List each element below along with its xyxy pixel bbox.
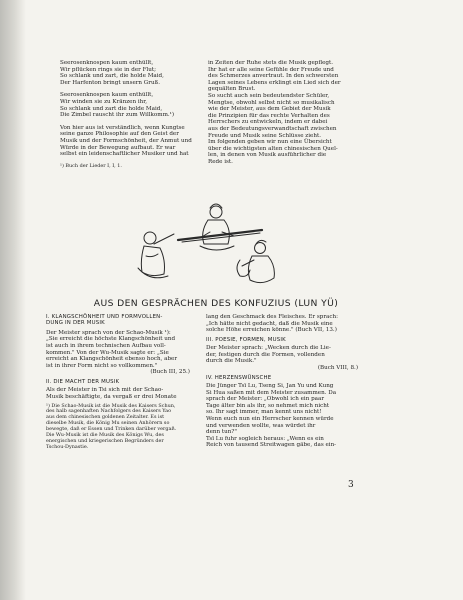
bottom-right-column bbox=[206, 314, 358, 449]
text-line: Ihr hat er alle seine Gefühle der Freude und bbox=[208, 66, 334, 73]
text-line: so. Ihr sagt immer, man kennt uns nicht! bbox=[206, 409, 322, 416]
footnote-line: aus dem chinesischen goldenen Zeitalter. Es ist bbox=[46, 414, 165, 421]
bottom-left-column bbox=[46, 314, 190, 451]
text-line: über die wichtigsten alten chinesischen Quel- bbox=[208, 145, 338, 152]
text-line: und verwenden wollte, was würdet ihr bbox=[206, 422, 316, 429]
verse-stanza-2 bbox=[60, 92, 200, 118]
text-line: Als der Meister in Tsi sich mit der Schao- bbox=[46, 387, 164, 394]
verse-line: Seerosenknospen kaum enthüllt, bbox=[60, 92, 154, 99]
text-line: Würde in der Bewegung aufbaut. Er war bbox=[60, 144, 176, 151]
text-line: Tsï Lu fuhr sogleich heraus: „Wenn es ein bbox=[206, 435, 324, 442]
text-line: „Ich hätte nicht gedacht, daß die Musik eine bbox=[206, 320, 333, 327]
section-heading: IV. HERZENSWÜNSCHE bbox=[206, 374, 272, 381]
text-line: Musik und der Formschönheit, der Anmut und bbox=[60, 137, 192, 144]
text-line: len, in denen von Musik ausführlicher die bbox=[208, 152, 327, 159]
musicians-illustration bbox=[130, 198, 280, 286]
footnote-block bbox=[46, 404, 190, 451]
section-title: AUS DEN GESPRÄCHEN DES KONFUZIUS (LUN YÜ) bbox=[93, 298, 339, 309]
text-line: solche Höhe erreichen könne." (Buch VII, 13.) bbox=[206, 327, 337, 334]
verse-line: Seerosenknospen kaum enthüllt, bbox=[60, 60, 154, 66]
text-line: Der Meister sprach von der Schao-Musik ¹): bbox=[46, 329, 171, 336]
text-line: kommen." Von der Wu-Musik sagte er: „Sie bbox=[46, 349, 169, 356]
text-line: Wenn euch nun ein Herrscher kennen würde bbox=[206, 415, 334, 422]
footnote-line: ¹) Die Schao-Musik ist die Musik des Kaisers Schun, bbox=[46, 402, 176, 409]
text-line: Mengtse, obwohl selbst nicht so musikalisch bbox=[208, 99, 335, 106]
verse-line: Wir winden sie zu Kränzen ihr, bbox=[60, 98, 148, 105]
text-line: gequälten Brust. bbox=[208, 86, 256, 93]
reference: (Buch VIII, 8.) bbox=[317, 364, 358, 371]
text-line: durch die Musik." bbox=[206, 358, 257, 365]
text-line: Lagen seines Lebens erklingt ein Lied sich der bbox=[208, 79, 341, 86]
text-line: aus der Bedeutungsverwandtschaft zwischen bbox=[208, 125, 337, 132]
text-line: der, festigen durch die Formen, vollenden bbox=[206, 351, 325, 358]
page-number: 3 bbox=[348, 480, 354, 490]
top-right-column bbox=[208, 60, 358, 166]
text-line: Si Hua saßen mit dem Meister zusammen. Da bbox=[206, 389, 337, 396]
text-line: ist auch in ihrem technischen Aufbau voll- bbox=[46, 343, 166, 349]
intro-paragraph bbox=[60, 125, 200, 158]
text-line: Reich von tausend Streitwagen gäbe, das ein- bbox=[206, 442, 337, 449]
text-line: Freude und Musik seine Schlüsse zieht. bbox=[208, 132, 321, 139]
text-line: des Schmerzes anvertraut. In den schwersten bbox=[208, 73, 339, 80]
footnote-line: bewegte, daß er Essen und Trinken darüber vergaß. bbox=[46, 426, 177, 433]
verse-stanza-1 bbox=[60, 60, 200, 86]
text-line: Die Jünger Tsï Lu, Tseng Si, Jan Yu und Kung bbox=[206, 382, 334, 389]
text-line: in Zeiten der Ruhe stets die Musik gepflegt. bbox=[208, 60, 334, 66]
verse-line: Die Zimbel rauscht ihr zum Willkomm.¹) bbox=[60, 112, 175, 119]
section-heading: II. DIE MACHT DER MUSIK bbox=[46, 378, 120, 385]
text-line: So sucht auch sein bedeutendster Schüler, bbox=[208, 92, 330, 99]
section-heading: III. POESIE, FORMEN, MUSIK bbox=[206, 336, 286, 343]
verse-line: Der Harfenton bringt unsern Gruß. bbox=[60, 79, 161, 86]
text-line: selbst ein leidenschaftlicher Musiker und hat bbox=[60, 151, 189, 158]
text-line: Tage älter bin als ihr, so nehmet mich nicht bbox=[206, 402, 330, 409]
reference: (Buch III, 25.) bbox=[150, 369, 190, 376]
section-heading: I. KLANGSCHÖNHEIT UND FORMVOLLEN- bbox=[46, 314, 163, 320]
footnote-line: dieselbe Musik, die König Mu seinen Anhörern so bbox=[46, 420, 170, 427]
footnote-line: des halb sagenhaften Nachfolgers des Kaisers Yao bbox=[46, 408, 172, 415]
text-line: die Prinzipien für das rechte Verhalten des bbox=[208, 112, 330, 119]
verse-line: So schlank und zart, die holde Maid, bbox=[60, 73, 164, 80]
text-line: lang den Geschmack des Fleisches. Er sprach: bbox=[206, 314, 338, 320]
footnote-line: Tschou-Dynastie. bbox=[46, 443, 89, 450]
footnote: ¹) Buch der Lieder I, I, 1. bbox=[60, 162, 122, 169]
text-line: denn tun?" bbox=[206, 429, 237, 436]
text-line: Musik beschäftigte, da vergaß er drei Monate bbox=[46, 393, 177, 400]
text-line: Im folgenden geben wir nun eine Übersicht bbox=[208, 139, 332, 146]
footnote-line: Die Wu-Musik ist die Musik des Königs Wu, des bbox=[46, 432, 164, 439]
text-line: sprach der Meister: „Obwohl ich ein paar bbox=[206, 396, 325, 403]
scan-edge-shadow bbox=[0, 0, 26, 600]
text-line: wie der Meister, aus dem Gebiet der Musik bbox=[208, 106, 331, 113]
text-line: „Sie erreicht die höchste Klangschönheit und bbox=[46, 336, 176, 343]
text-line: Der Meister sprach: „Wecken durch die Lie- bbox=[206, 345, 331, 352]
text-line: seine ganze Philosophie auf den Geist der bbox=[60, 131, 179, 138]
text-line: erreicht an Klangschönheit ebenso hoch, aber bbox=[46, 356, 178, 363]
footnote-line: energischen und kriegerischen Begründers der bbox=[46, 438, 164, 444]
text-line: ist in ihrer Form nicht so vollkommen." bbox=[46, 362, 158, 369]
verse-line: Wir pflücken rings sie in der Flut; bbox=[60, 66, 156, 73]
text-line: Von hier aus ist verständlich, wenn Kungtse bbox=[60, 124, 185, 131]
text-line: Herrschers zu entwickeln, indem er dabei bbox=[208, 119, 328, 126]
verse-line: So schlank und zart die holde Maid, bbox=[60, 105, 163, 112]
text-line: Rede ist. bbox=[208, 158, 233, 165]
section-heading: DUNG IN DER MUSIK bbox=[46, 320, 105, 327]
top-left-column bbox=[60, 60, 200, 170]
